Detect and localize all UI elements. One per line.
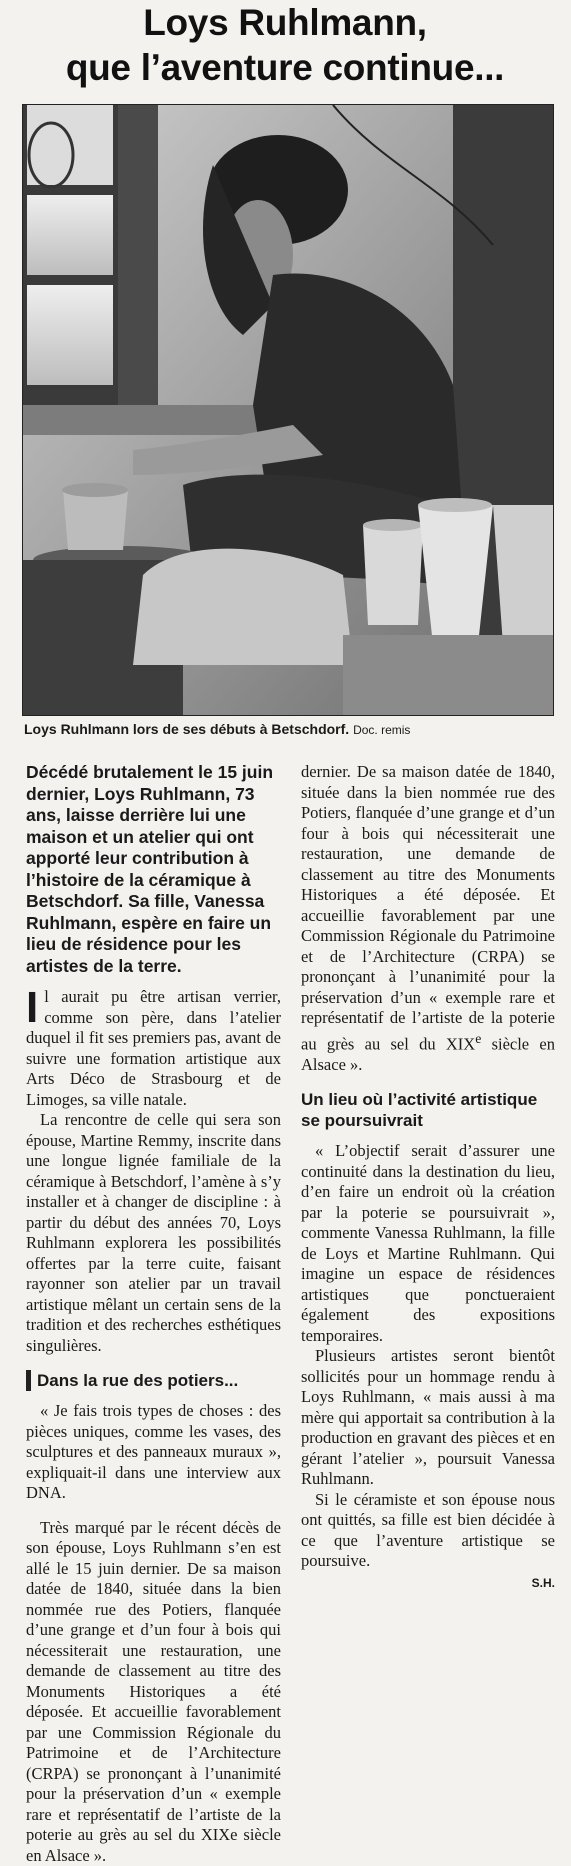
article-column-right	[301, 762, 555, 1590]
headline	[20, 0, 550, 90]
photo-potter-at-wheel	[22, 104, 554, 716]
article-column-left	[26, 762, 281, 1865]
article-paragraph-3: « Je fais trois types de choses : des pièces uniques, comme les vases, des sculptures et des panneaux muraux », expliquait-il dans une interview aux DNA.	[26, 1401, 281, 1502]
article-paragraph-4: Très marqué par le récent décès de son épouse, Loys Ruhlmann s’en est allé le 15 juin dernier. De sa maison datée de 1840, située dans la bien nommée rue des Potiers, flanquée d’une grange et d’un four à bois qui nécessiterait une restauration, une demande de classement au titre des Monuments Historiques a été déposée. Et accueillie favorablement par une Commission Régionale du Patrimoine et de l’Architecture (CRPA) se prononçant à l’unanimité pour la préservation d’un « exemple rare et représentatif de l’artiste de la poterie au grès au sel du XIXe siècle en Alsace ».	[26, 1517, 281, 1865]
article-paragraph-6: Plusieurs artistes seront bientôt sollicités pour un hommage rendu à Loys Ruhlmann, « mais aussi à ma mère qui apportait sa contribution à la production en gravant des pièces et en gérant l’atelier », poursuit Vanessa Ruhlmann.	[301, 1346, 555, 1488]
photo-caption	[24, 720, 554, 739]
article-paragraph	[26, 983, 281, 1110]
headline-line-2: que l’aventure continue...	[65, 47, 505, 88]
author-signature: S.H.	[531, 1575, 555, 1590]
caption-credit: Doc. remis	[353, 723, 411, 737]
article-paragraph-2: La rencontre de celle qui sera son épouse, Martine Remmy, inscrite dans une longue lignée familiale de la céramique à Betschdorf, l’amène à s’y installer et à changer de discipline : à partir du début des années 70, Loys Ruhlmann explorera les possibilités offertes par la terre cuite, faisant rayonner son atelier par un travail artistique mêlant un certain sens de la tradition et des recherches esthétiques singulières.	[26, 1110, 281, 1355]
dropcap: I	[26, 983, 39, 1032]
subhead-lieu-activite: Un lieu où l’activité artistique se poursuivrait	[301, 1090, 538, 1130]
article-paragraph-7: Si le céramiste et son épouse nous ont quittés, sa fille est bien décidée à ce que l’aventure artistique se poursuive.	[301, 1489, 555, 1570]
article-paragraph-5: « L’objectif serait d’assurer une continuité dans la destination du lieu, d’en faire un endroit où la création par la poterie se poursuivrait », commente Vanessa Ruhlmann, la fille de Loys et Martine Ruhlmann. Qui imagine un espace de résidences artistiques que ponctueraient également des expositions temporaires.	[301, 1141, 555, 1345]
article-chapo: Décédé brutalement le 15 juin dernier, Loys Ruhlmann, 73 ans, laisse derrière lui une maison et un atelier qui ont apporté leur contribution à l’histoire de la céramique à Betschdorf. Sa fille, Vanessa Ruhlmann, espère en faire un lieu de résidence pour les artistes de la terre.	[26, 762, 274, 976]
photo-illustration	[23, 105, 553, 715]
subhead-rue-des-potiers: Dans la rue des potiers...	[26, 1370, 281, 1391]
article-paragraph-4-continued: dernier. De sa maison datée de 1840, située dans la bien nommée rue des Potiers, flanquée d’une grange et d’un four à bois qui nécessiterait une restauration, une demande de classement au titre des Monuments Historiques a été déposée. Et accueillie favorablement par une Commission Régionale du Patrimoine et de l’Architecture (CRPA) se prononçant à l’unanimité pour la préservation d’un « exemple rare et représentatif de l’artiste de la poterie au grès au sel du XIXe siècle en Alsace ».	[301, 762, 555, 1074]
headline-line-1: Loys Ruhlmann,	[143, 2, 427, 43]
caption-text: Loys Ruhlmann lors de ses débuts à Betschdorf.	[24, 721, 350, 737]
paragraph-1-text: l aurait pu être artisan verrier, comme son père, dans l’atelier duquel il fit ses premiers pas, avant de suivre une formation artistique aux Arts Déco de Strasbourg et de Limoges, sa ville natale.	[26, 987, 281, 1109]
